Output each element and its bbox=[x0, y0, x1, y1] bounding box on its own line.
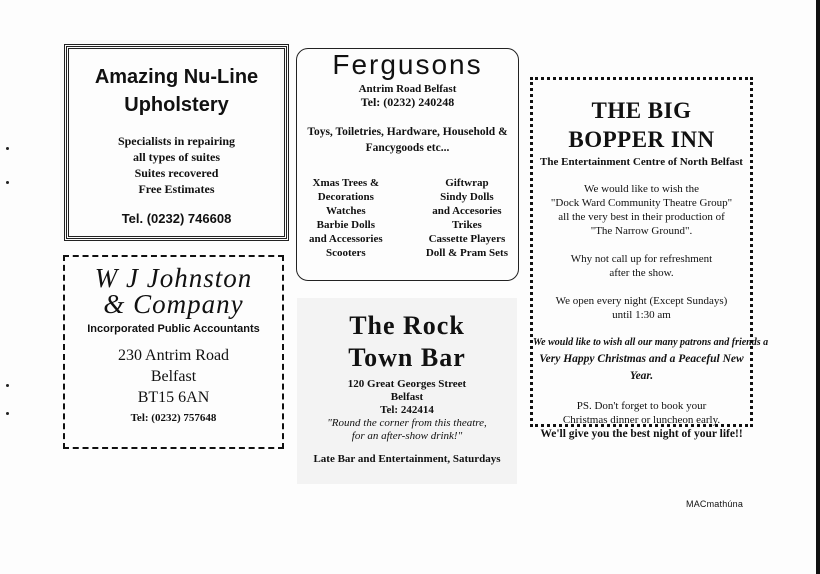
bopper-line: Christmas dinner or luncheon early. bbox=[562, 414, 721, 426]
rock-town-bar-ad bbox=[297, 298, 517, 484]
bopper-line: Why not call up for refreshment bbox=[570, 253, 713, 265]
bopper-line: "Dock Ward Community Theatre Group" bbox=[550, 197, 733, 209]
fergusons-ad bbox=[296, 48, 519, 281]
list-item: Giftwrap bbox=[445, 177, 489, 189]
rock-quote-2: for an after-show drink!" bbox=[351, 430, 463, 442]
rock-title-2: Town Bar bbox=[348, 343, 466, 372]
bopper-ps bbox=[533, 399, 750, 427]
bopper-line: after the show. bbox=[609, 267, 674, 279]
johnston-address bbox=[65, 345, 282, 408]
bopper-line: Very Happy Christmas and a Peaceful New Year. bbox=[539, 353, 744, 382]
list-item: and Accessories bbox=[309, 233, 383, 245]
page-edge bbox=[816, 0, 820, 574]
address-line: 230 Antrim Road bbox=[117, 347, 230, 364]
list-item: Cassette Players bbox=[428, 233, 506, 245]
rock-tel: Tel: 242414 bbox=[380, 404, 434, 416]
list-item: Sindy Dolls bbox=[440, 191, 494, 203]
upholstery-line: Free Estimates bbox=[138, 182, 215, 196]
fergusons-right-list bbox=[426, 176, 508, 260]
johnston-subtitle: Incorporated Public Accountants bbox=[87, 323, 260, 335]
signature: MACmathúna bbox=[686, 499, 744, 509]
upholstery-services bbox=[69, 133, 284, 197]
list-item: Scooters bbox=[325, 247, 366, 259]
bopper-subtitle: The Entertainment Centre of North Belfast bbox=[540, 156, 743, 168]
bopper-line: We would like to wish the bbox=[584, 183, 699, 195]
johnston-ad bbox=[63, 255, 284, 449]
big-bopper-ad bbox=[530, 77, 769, 440]
upholstery-title-1: Amazing Nu-Line bbox=[94, 66, 259, 88]
bopper-wish bbox=[533, 182, 750, 238]
fergusons-left-list bbox=[309, 176, 383, 260]
bopper-line: We would like to wish all our many patrons and friends a bbox=[533, 337, 769, 348]
johnston-tel: Tel: (0232) 757648 bbox=[130, 412, 217, 424]
upholstery-line: Suites recovered bbox=[134, 166, 219, 180]
bopper-refresh bbox=[533, 252, 750, 280]
fergusons-title: Fergusons bbox=[332, 49, 483, 80]
list-item: Barbie Dolls bbox=[316, 219, 375, 231]
rock-city: Belfast bbox=[390, 391, 424, 403]
bopper-line: until 1:30 am bbox=[612, 309, 671, 321]
bopper-title-2: BOPPER INN bbox=[568, 127, 715, 152]
list-item: and Accesories bbox=[432, 205, 502, 217]
bopper-title-1: THE BIG bbox=[591, 98, 692, 123]
fergusons-item-columns bbox=[297, 176, 518, 260]
rock-address: 120 Great Georges Street bbox=[347, 378, 467, 390]
list-item: Trikes bbox=[452, 219, 482, 231]
upholstery-line: all types of suites bbox=[133, 150, 220, 164]
list-item: Doll & Pram Sets bbox=[425, 247, 508, 259]
johnston-name-1: W J Johnston bbox=[94, 263, 253, 293]
fergusons-address: Antrim Road Belfast bbox=[358, 83, 457, 95]
margin-mark bbox=[6, 147, 9, 150]
bopper-promise: We'll give you the best night of your life!! bbox=[540, 428, 743, 440]
fergusons-tagline: Toys, Toiletries, Hardware, Household & Fancygoods etc... bbox=[307, 126, 508, 154]
bopper-greeting bbox=[533, 334, 769, 385]
margin-mark bbox=[6, 181, 9, 184]
johnston-name-2: & Company bbox=[103, 289, 244, 319]
list-item: Watches bbox=[325, 205, 366, 217]
margin-mark bbox=[6, 412, 9, 415]
rock-quote-1: "Round the corner from this theatre, bbox=[327, 417, 487, 429]
rock-late-bar: Late Bar and Entertainment, Saturdays bbox=[313, 453, 501, 465]
bopper-line: all the very best in their production of bbox=[558, 211, 725, 223]
upholstery-ad bbox=[66, 46, 287, 239]
bopper-line: We open every night (Except Sundays) bbox=[555, 295, 728, 307]
address-line: BT15 6AN bbox=[137, 389, 210, 406]
bopper-line: "The Narrow Ground". bbox=[590, 225, 693, 237]
fergusons-tel: Tel: (0232) 240248 bbox=[360, 95, 455, 109]
upholstery-tel: Tel. (0232) 746608 bbox=[121, 211, 232, 226]
bopper-opening bbox=[533, 294, 750, 322]
upholstery-title-2: Upholstery bbox=[124, 94, 229, 116]
rock-title-1: The Rock bbox=[349, 311, 465, 340]
bopper-line: PS. Don't forget to book your bbox=[576, 400, 707, 412]
list-item: Xmas Trees & bbox=[312, 177, 380, 189]
list-item: Decorations bbox=[317, 191, 374, 203]
upholstery-line: Specialists in repairing bbox=[117, 134, 236, 148]
address-line: Belfast bbox=[150, 368, 197, 385]
margin-mark bbox=[6, 384, 9, 387]
